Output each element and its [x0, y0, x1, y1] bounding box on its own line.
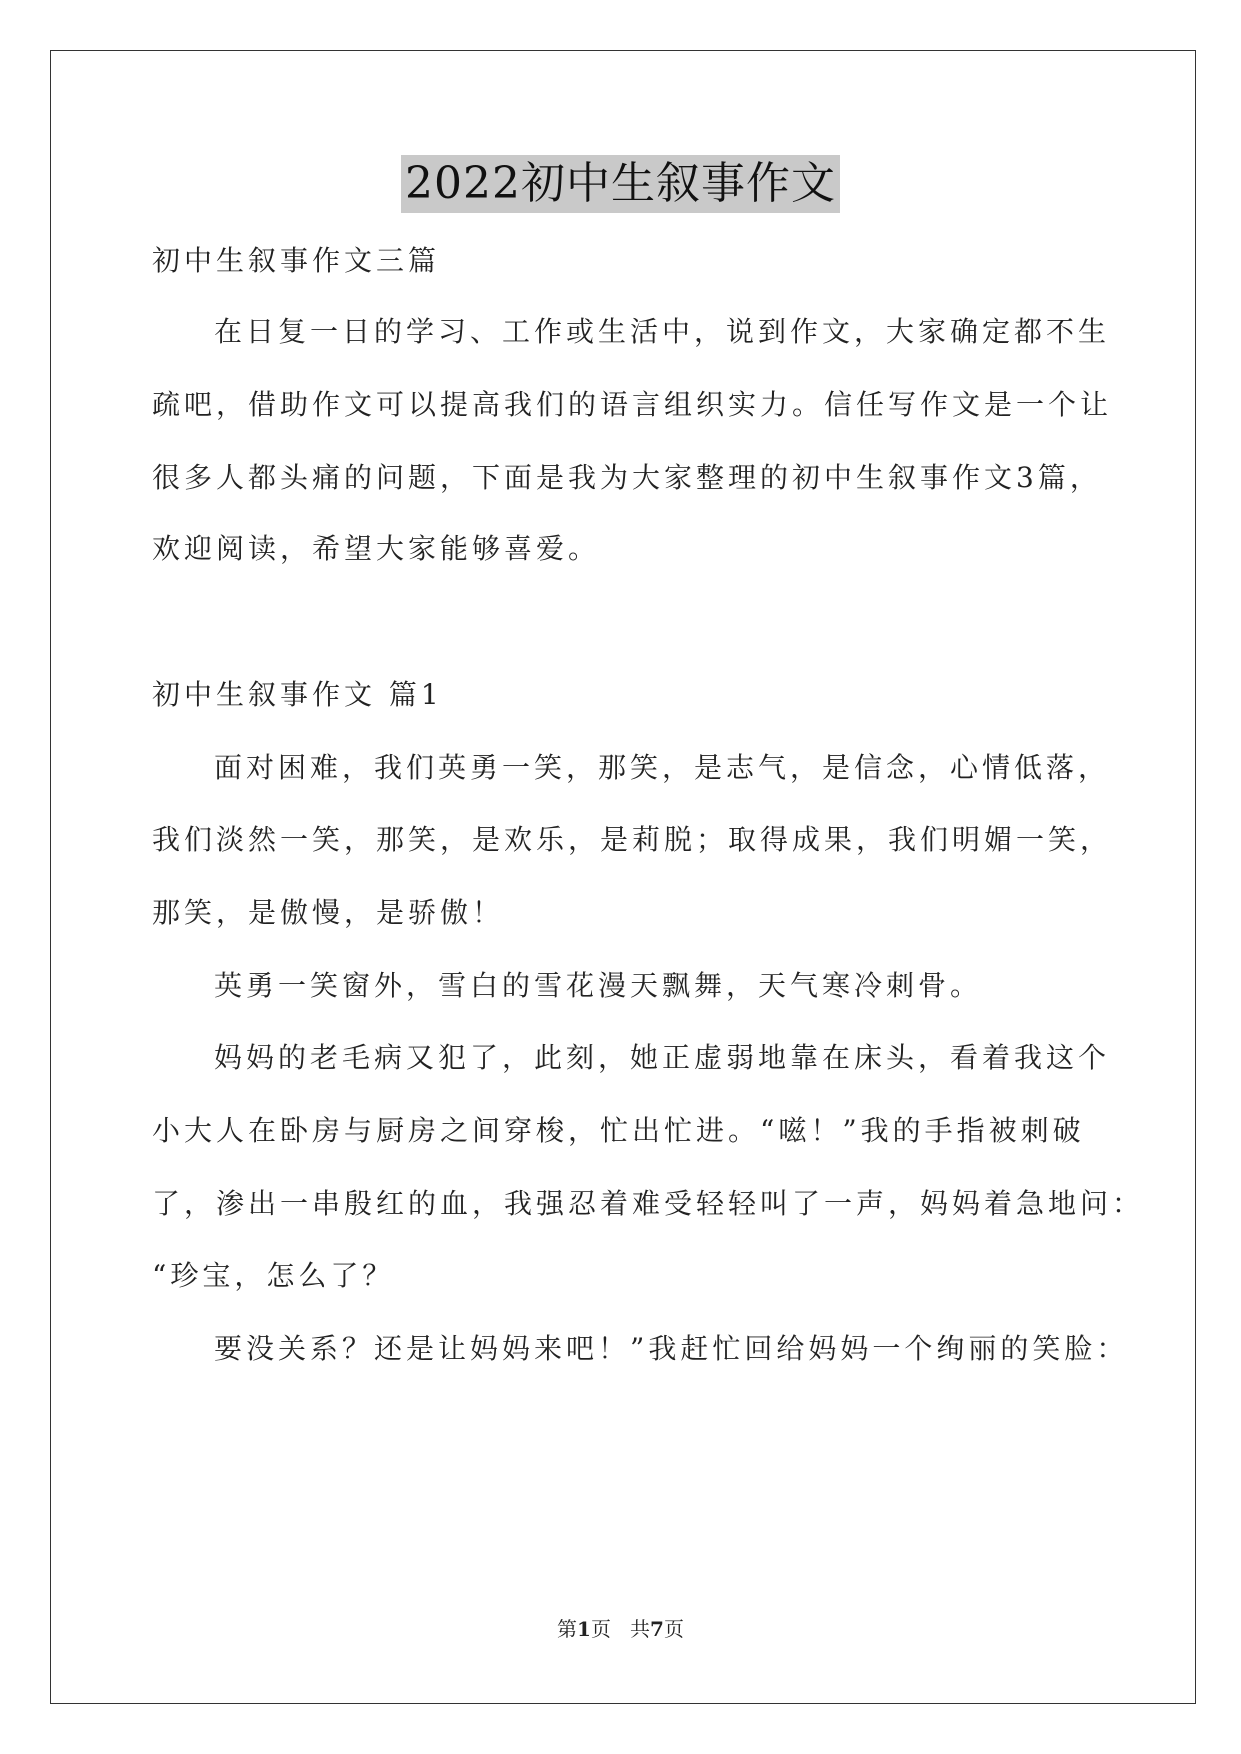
paragraph-line: 小大人在卧房与厨房之间穿梭，忙出忙进。“嗞！”我的手指被刺破 [152, 1114, 1085, 1147]
footer-page-number: 1 [577, 1617, 591, 1641]
paragraph-line: 面对困难，我们英勇一笑，那笑，是志气，是信念，心情低落， [214, 751, 1111, 784]
paragraph-line: 疏吧，借助作文可以提高我们的语言组织实力。信任写作文是一个让 [152, 388, 1113, 421]
title-block [0, 155, 1241, 213]
footer-page-suffix: 页 [590, 1617, 611, 1641]
footer-total-prefix: 共 [630, 1617, 651, 1641]
paragraph-line: 妈妈的老毛病又犯了，此刻，她正虚弱地靠在床头，看着我这个 [214, 1041, 1111, 1074]
page-footer [0, 1616, 1241, 1642]
paragraph-line: 很多人都头痛的问题，下面是我为大家整理的初中生叙事作文3篇， [152, 461, 1102, 494]
page-border [50, 50, 1196, 1704]
footer-total-number: 7 [650, 1617, 664, 1641]
footer-page-prefix: 第 [557, 1617, 578, 1641]
paragraph-line: 我们淡然一笑，那笑，是欢乐，是莉脱；取得成果，我们明媚一笑， [152, 823, 1113, 856]
section-heading: 初中生叙事作文 篇1 [152, 678, 443, 711]
paragraph-line: “珍宝，怎么了？ [152, 1259, 395, 1292]
paragraph-line: 那笑，是傲慢，是骄傲！ [152, 896, 505, 929]
paragraph-line: 欢迎阅读，希望大家能够喜爱。 [152, 532, 601, 565]
subtitle: 初中生叙事作文三篇 [152, 244, 441, 277]
paragraph-line: 要没关系？还是让妈妈来吧！”我赶忙回给妈妈一个绚丽的笑脸： [214, 1332, 1129, 1365]
footer-total-suffix: 页 [663, 1617, 684, 1641]
paragraph-line: 在日复一日的学习、工作或生活中，说到作文，大家确定都不生 [214, 315, 1111, 348]
paragraph-line: 了，渗出一串殷红的血，我强忍着难受轻轻叫了一声，妈妈着急地问： [152, 1187, 1145, 1220]
document-title: 2022初中生叙事作文 [401, 155, 840, 213]
paragraph-line: 英勇一笑窗外，雪白的雪花漫天飘舞，天气寒冷刺骨。 [214, 969, 983, 1002]
